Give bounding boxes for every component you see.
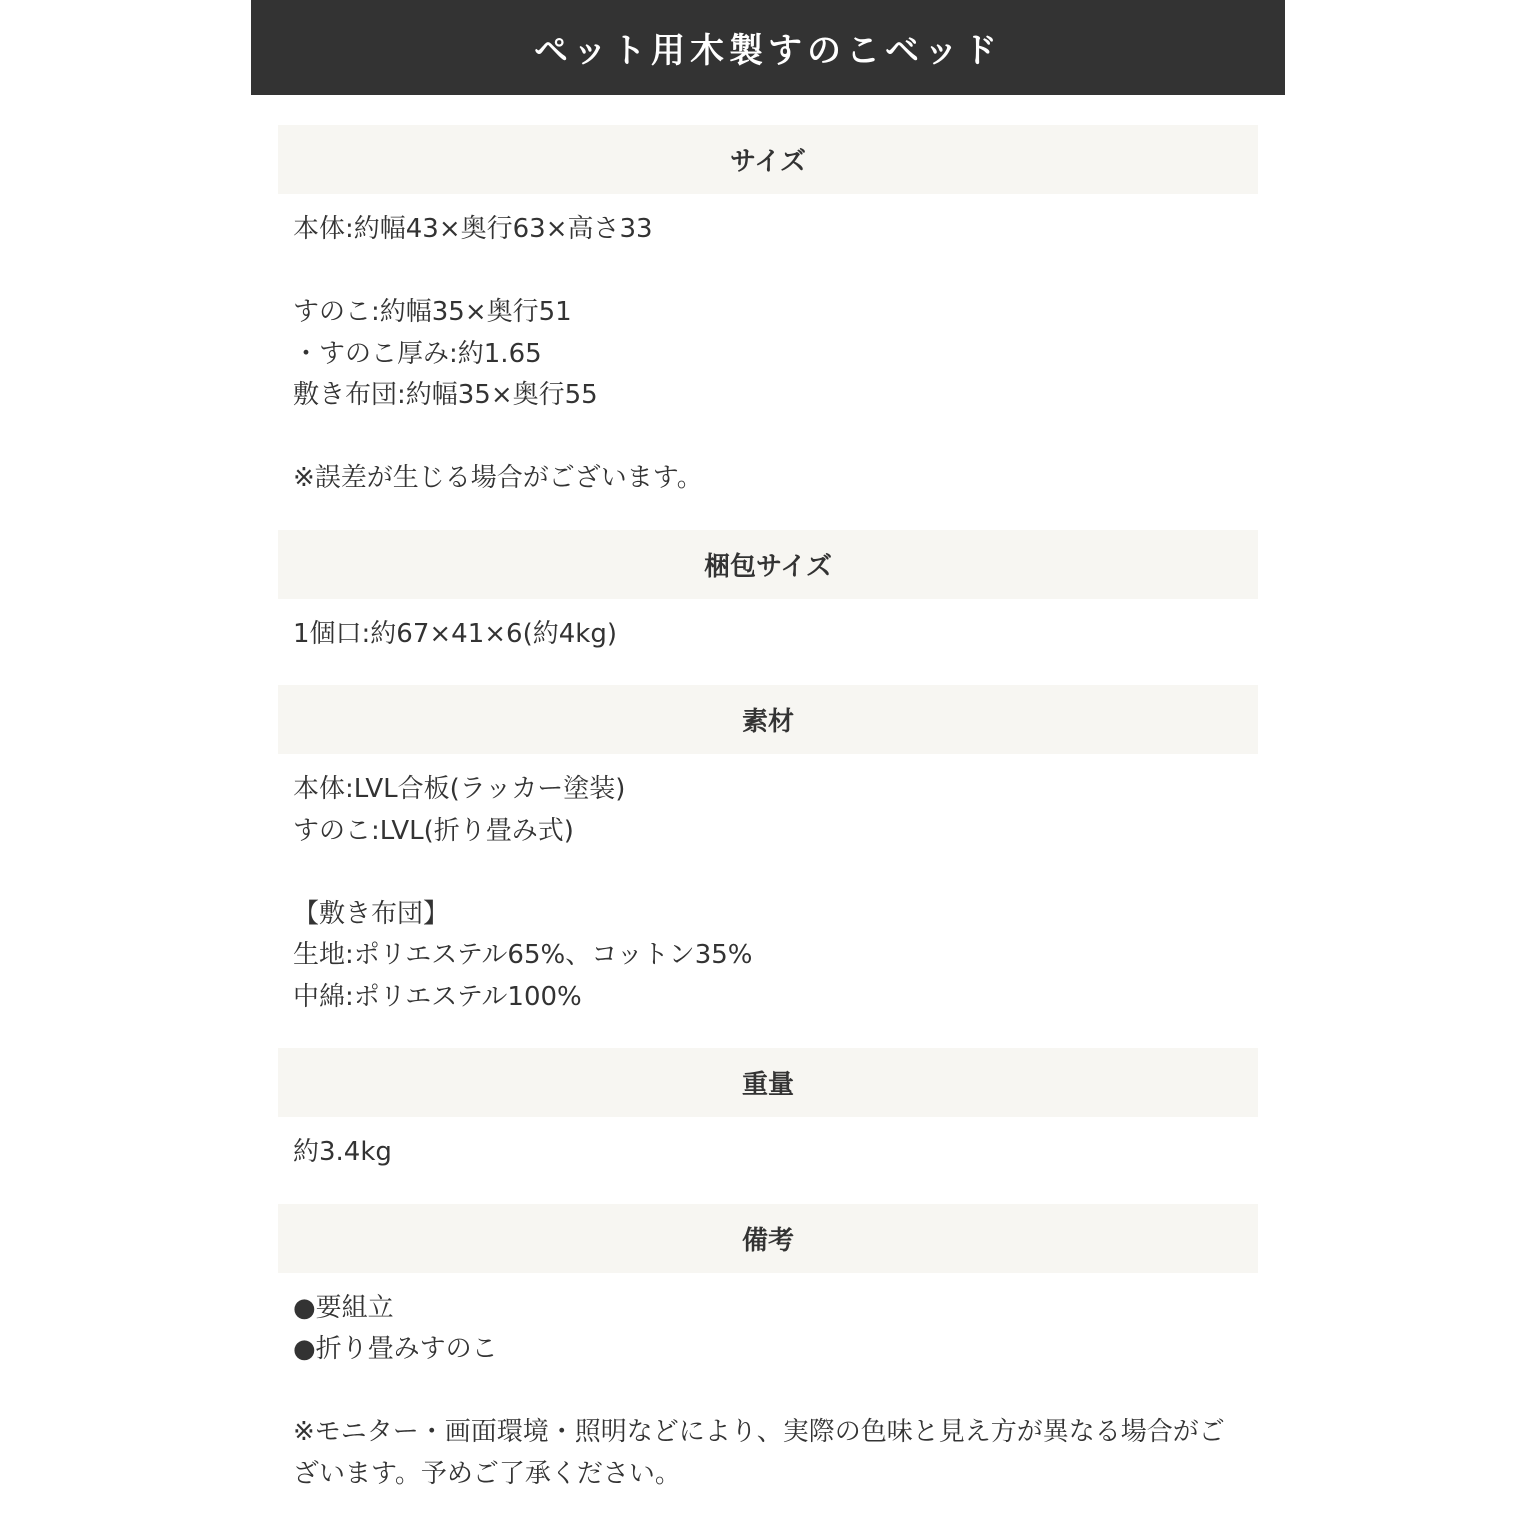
blank-line — [293, 417, 1243, 459]
weight-line: 約3.4kg — [293, 1137, 392, 1167]
material-line: 生地:ポリエステル65%、コットン35% — [293, 940, 753, 970]
package-line: 1個口:約67×41×6(約4kg) — [293, 618, 617, 649]
package-heading: 梱包サイズ — [704, 551, 832, 582]
size-header — [278, 125, 1258, 194]
material-body — [278, 754, 1258, 1048]
blank-line — [293, 1371, 1243, 1413]
blank-line — [293, 852, 1243, 894]
size-line: 敷き布団:約幅35×奥行55 — [293, 380, 598, 410]
notes-line: ●折り畳みすのこ — [293, 1334, 498, 1364]
package-body — [278, 599, 1258, 686]
size-note: ※誤差が生じる場合がございます。 — [293, 463, 703, 493]
blank-line — [293, 251, 1243, 293]
notes-header — [278, 1204, 1258, 1273]
page-title-banner — [251, 0, 1285, 95]
notes-body — [278, 1273, 1258, 1526]
material-line: 【敷き布団】 — [293, 898, 450, 929]
notes-disclaimer: ※モニター・画面環境・照明などにより、実際の色味と見え方が異なる場合がございます。予めご了承ください。 — [293, 1417, 1225, 1489]
notes-line: ●要組立 — [293, 1292, 394, 1323]
spec-table — [278, 125, 1258, 1525]
weight-heading: 重量 — [741, 1070, 794, 1100]
size-line: 本体:約幅43×奥行63×高さ33 — [293, 214, 653, 244]
package-header — [278, 530, 1258, 599]
material-line: 中綿:ポリエステル100% — [293, 981, 582, 1012]
material-heading: 素材 — [741, 707, 794, 737]
size-line: すのこ:約幅35×奥行51 — [293, 297, 572, 327]
notes-heading: 備考 — [741, 1225, 794, 1256]
weight-header — [278, 1048, 1258, 1117]
material-line: すのこ:LVL(折り畳み式) — [293, 815, 574, 846]
size-heading: サイズ — [730, 147, 806, 177]
material-header — [278, 685, 1258, 754]
material-line: 本体:LVL合板(ラッカー塗装) — [293, 774, 626, 804]
weight-body — [278, 1117, 1258, 1204]
page-title: ペット用木製すのこベッド — [534, 31, 1002, 71]
size-body — [278, 194, 1258, 530]
size-line: ・すのこ厚み:約1.65 — [293, 338, 542, 369]
